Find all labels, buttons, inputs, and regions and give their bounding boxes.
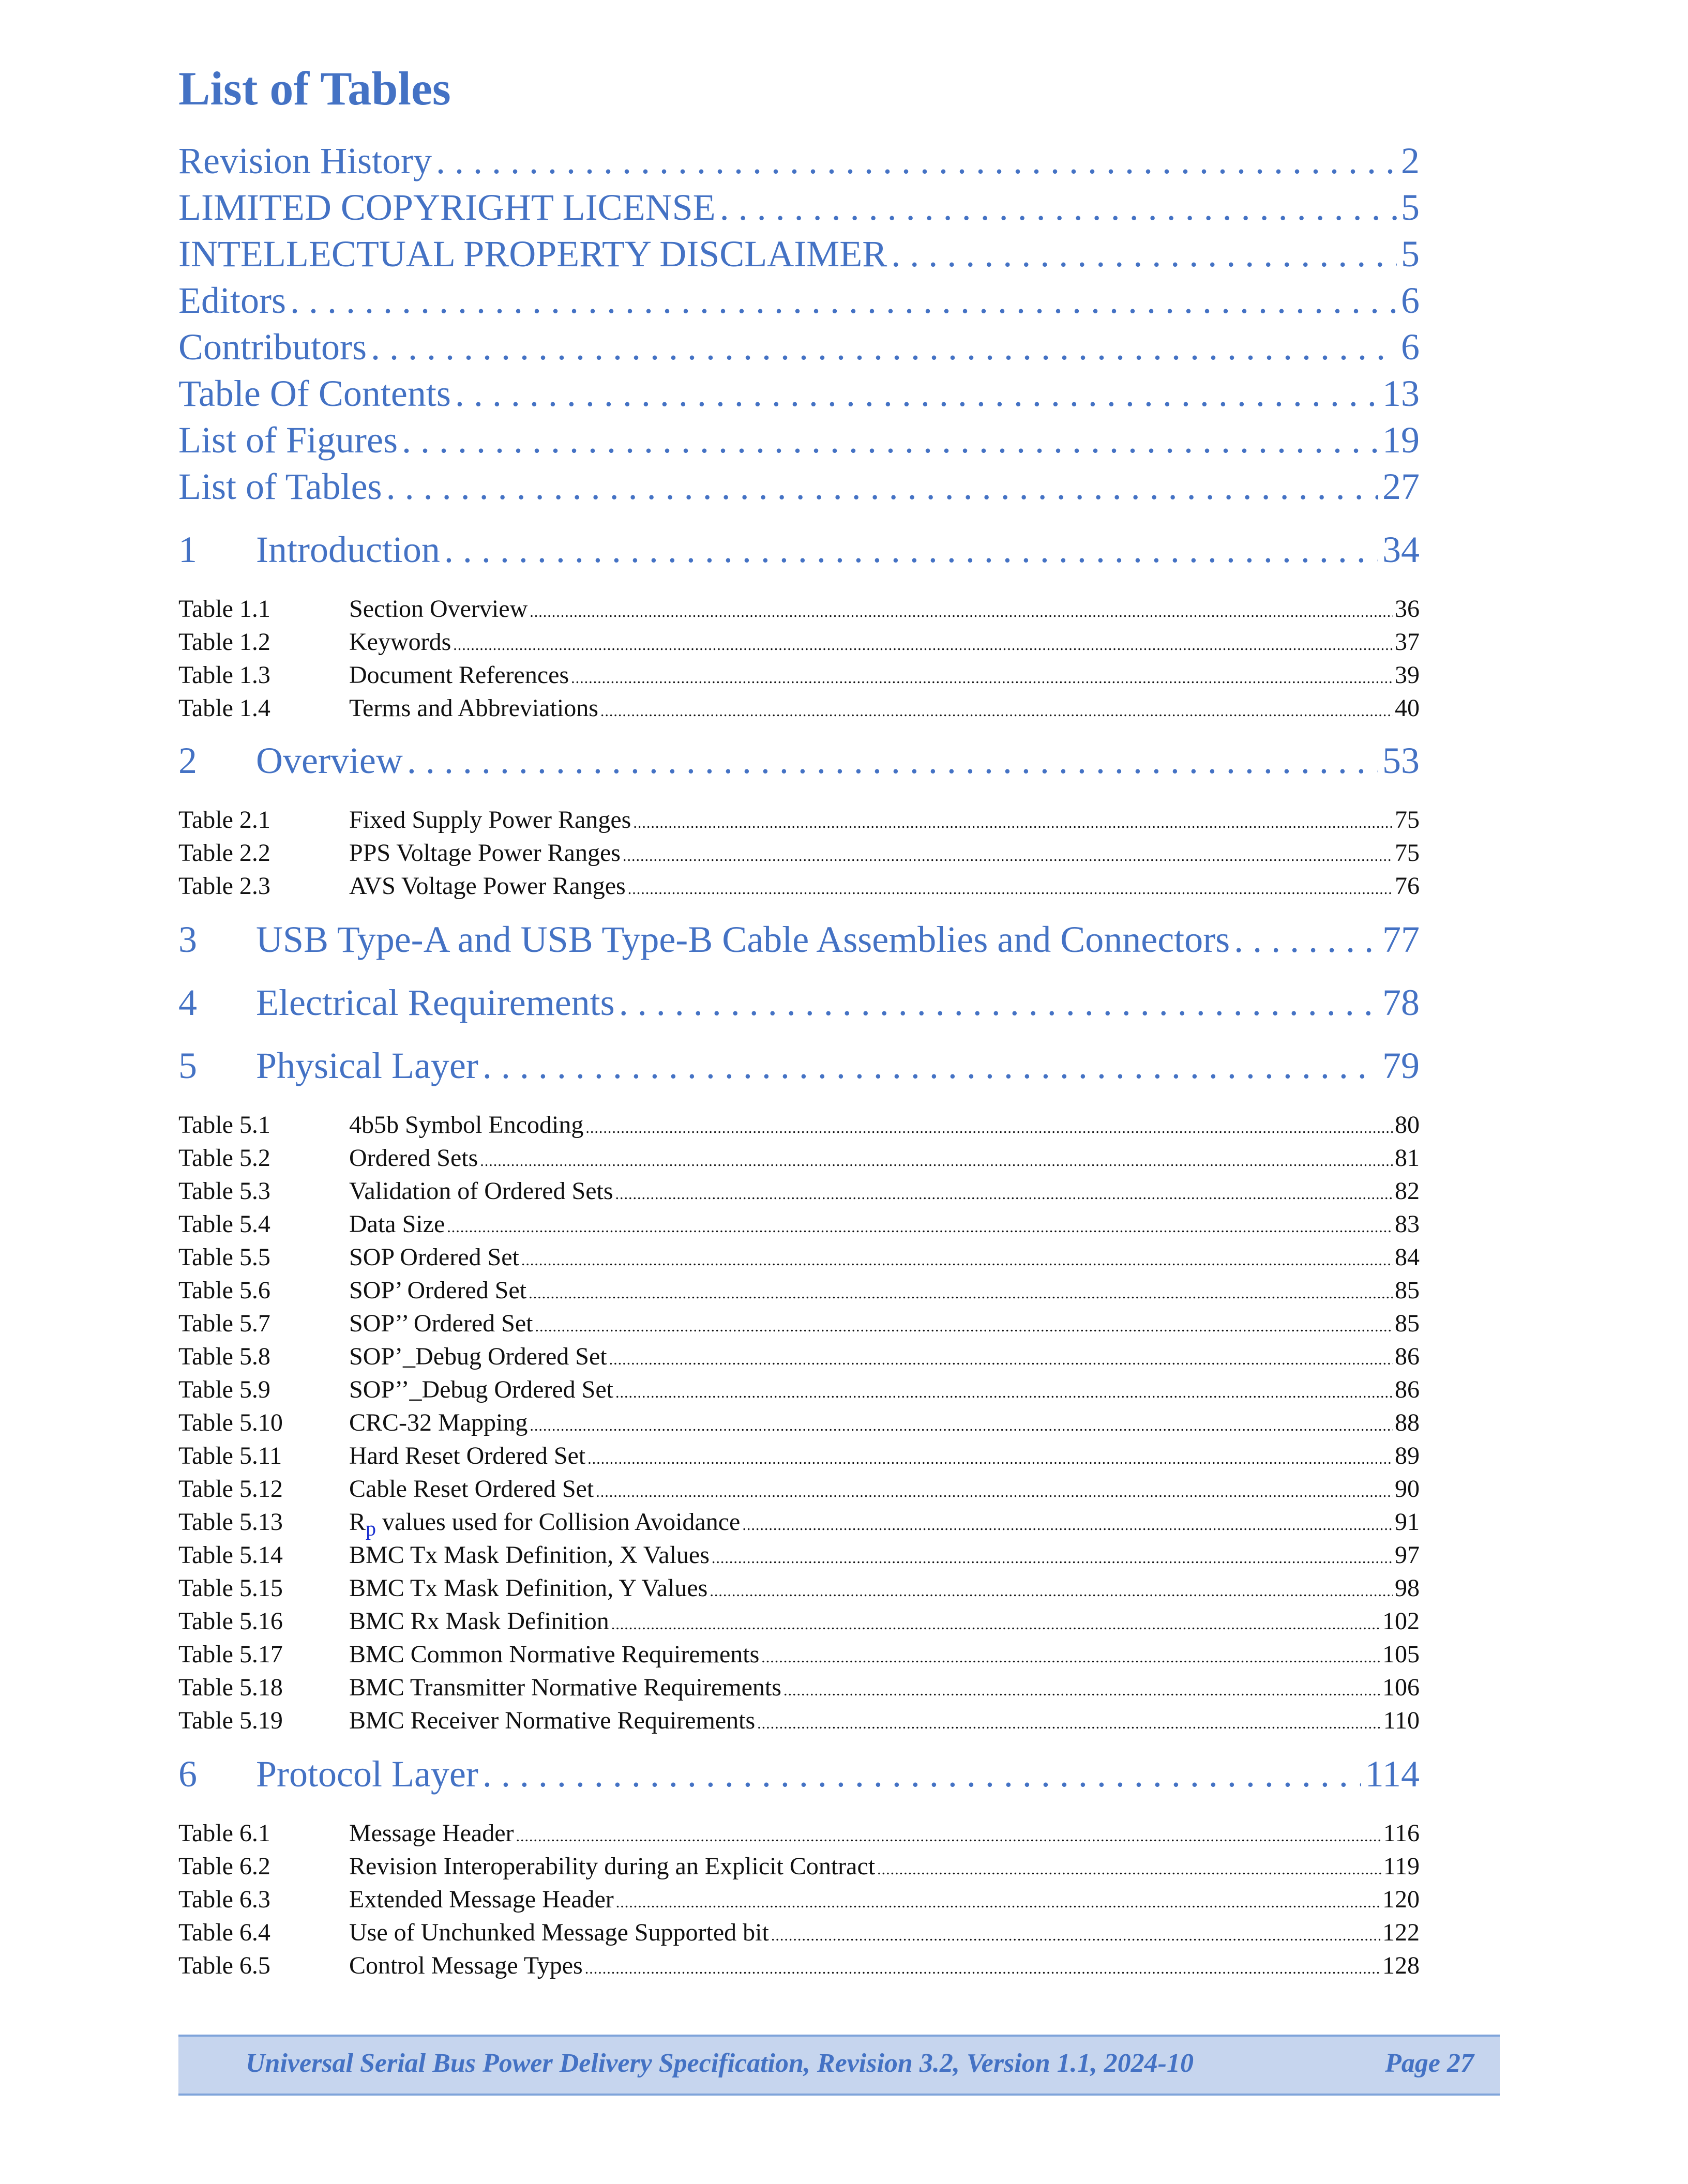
leader-dots xyxy=(623,839,1393,867)
leader-dots xyxy=(877,1852,1381,1880)
leader-dots xyxy=(615,1375,1393,1404)
leader-dots xyxy=(585,1111,1393,1139)
page-footer xyxy=(178,2035,1500,2096)
leader-dots xyxy=(585,1951,1380,1980)
footer-page-number: Page 27 xyxy=(1385,2049,1474,2078)
table-entry[interactable]: Table 2.1 Fixed Supply Power Ranges ..... 75 xyxy=(178,806,1420,839)
leader-dots xyxy=(611,1607,1380,1635)
leader-dots xyxy=(710,1574,1393,1602)
table-entry[interactable]: Table 5.18 BMC Transmitter Normative Requirements ..... 106 xyxy=(178,1673,1420,1706)
leader-dots xyxy=(616,1885,1380,1914)
leader-dots xyxy=(444,528,1378,571)
leader-dots xyxy=(1234,918,1378,961)
toc-link-copyright-license[interactable]: LIMITED COPYRIGHT LICENSE . . . 5 xyxy=(178,186,1420,233)
table-entry[interactable]: Table 6.1 Message Header ..... 116 xyxy=(178,1819,1420,1852)
table-entry[interactable]: Table 5.4 Data Size ..... 83 xyxy=(178,1210,1420,1243)
leader-dots xyxy=(290,279,1397,322)
leader-dots xyxy=(516,1819,1381,1847)
leader-dots xyxy=(771,1918,1380,1947)
leader-dots xyxy=(530,595,1393,623)
leader-dots xyxy=(757,1706,1381,1735)
chapter-heading-5[interactable]: 5 Physical Layer . . . 79 xyxy=(178,1044,1420,1091)
leader-dots xyxy=(521,1243,1393,1271)
table-entry[interactable]: Table 5.6 SOP’ Ordered Set ..... 85 xyxy=(178,1276,1420,1309)
table-entry[interactable]: Table 1.2 Keywords ..... 37 xyxy=(178,628,1420,661)
toc-link-contributors[interactable]: Contributors . . . 6 xyxy=(178,326,1420,372)
chapter-heading-6[interactable]: 6 Protocol Layer . . . 114 xyxy=(178,1753,1420,1799)
table-entry[interactable]: Table 6.2 Revision Interoperability during an Explicit Contract ..... 119 xyxy=(178,1852,1420,1885)
leader-dots xyxy=(628,872,1393,900)
table-entry[interactable]: Table 5.15 BMC Tx Mask Definition, Y Values ..... 98 xyxy=(178,1574,1420,1607)
table-entry[interactable]: Table 5.19 BMC Receiver Normative Requirements ..... 110 xyxy=(178,1706,1420,1739)
leader-dots xyxy=(596,1475,1393,1503)
table-entry[interactable]: Table 5.1 4b5b Symbol Encoding ..... 80 xyxy=(178,1111,1420,1144)
leader-dots xyxy=(483,1044,1378,1087)
table-entry[interactable]: Table 6.5 Control Message Types ..... 128 xyxy=(178,1951,1420,1984)
table-entry[interactable]: Table 2.3 AVS Voltage Power Ranges ..... 76 xyxy=(178,872,1420,905)
table-entry[interactable]: Table 5.12 Cable Reset Ordered Set ..... 90 xyxy=(178,1475,1420,1508)
leader-dots xyxy=(530,1408,1393,1437)
leader-dots xyxy=(480,1144,1393,1172)
leader-dots xyxy=(571,661,1393,689)
table-entry[interactable]: Table 5.14 BMC Tx Mask Definition, X Values ..... 97 xyxy=(178,1541,1420,1574)
leader-dots xyxy=(633,806,1393,834)
table-entry[interactable]: Table 5.11 Hard Reset Ordered Set ..... 89 xyxy=(178,1442,1420,1475)
leader-dots xyxy=(483,1753,1361,1796)
chapter-heading-2[interactable]: 2 Overview . . . 53 xyxy=(178,739,1420,786)
footer-spec-title: Universal Serial Bus Power Delivery Specification, Revision 3.2, Version 1.1, 2024-10 xyxy=(246,2049,1194,2078)
table-entry[interactable]: Table 5.3 Validation of Ordered Sets ..... 82 xyxy=(178,1177,1420,1210)
toc-link-editors[interactable]: Editors . . . 6 xyxy=(178,279,1420,326)
subscript-p: p xyxy=(366,1516,376,1540)
leader-dots xyxy=(891,233,1397,276)
leader-dots xyxy=(720,186,1397,229)
table-entry[interactable]: Table 5.9 SOP’’_Debug Ordered Set ..... 86 xyxy=(178,1375,1420,1408)
leader-dots xyxy=(407,739,1378,782)
leader-dots xyxy=(742,1508,1393,1536)
leader-dots xyxy=(619,981,1378,1024)
table-entry[interactable]: Table 5.8 SOP’_Debug Ordered Set ..... 86 xyxy=(178,1342,1420,1375)
table-entry[interactable]: Table 5.17 BMC Common Normative Requirements ..... 105 xyxy=(178,1640,1420,1673)
leader-dots xyxy=(371,326,1397,369)
table-entry[interactable]: Table 1.3 Document References ..... 39 xyxy=(178,661,1420,694)
leader-dots xyxy=(609,1342,1393,1371)
toc-link-revision-history[interactable]: Revision History . . . 2 xyxy=(178,140,1420,186)
leader-dots xyxy=(447,1210,1393,1238)
table-entry[interactable]: Table 1.1 Section Overview ..... 36 xyxy=(178,595,1420,628)
leader-dots xyxy=(535,1309,1393,1338)
table-entry[interactable]: Table 5.16 BMC Rx Mask Definition ..... 102 xyxy=(178,1607,1420,1640)
leader-dots xyxy=(455,372,1378,415)
leader-dots xyxy=(712,1541,1393,1569)
leader-dots xyxy=(436,140,1397,183)
leader-dots xyxy=(783,1673,1380,1702)
toc-link-list-of-tables[interactable]: List of Tables . . . 27 xyxy=(178,465,1420,512)
table-entry[interactable]: Table 6.3 Extended Message Header ..... 120 xyxy=(178,1885,1420,1918)
leader-dots xyxy=(587,1442,1393,1470)
leader-dots xyxy=(529,1276,1393,1305)
leader-dots xyxy=(761,1640,1380,1669)
table-entry[interactable]: Table 5.7 SOP’’ Ordered Set ..... 85 xyxy=(178,1309,1420,1342)
table-entry[interactable]: Table 5.5 SOP Ordered Set ..... 84 xyxy=(178,1243,1420,1276)
toc-link-table-of-contents[interactable]: Table Of Contents . . . 13 xyxy=(178,372,1420,419)
table-entry[interactable]: Table 5.10 CRC-32 Mapping ..... 88 xyxy=(178,1408,1420,1442)
leader-dots xyxy=(453,628,1393,656)
chapter-heading-3[interactable]: 3 USB Type-A and USB Type-B Cable Assemblies and Connectors . . . 77 xyxy=(178,918,1420,965)
table-entry[interactable]: Table 5.2 Ordered Sets ..... 81 xyxy=(178,1144,1420,1177)
chapter-heading-1[interactable]: 1 Introduction . . . 34 xyxy=(178,528,1420,575)
toc-link-ip-disclaimer[interactable]: INTELLECTUAL PROPERTY DISCLAIMER . . . 5 xyxy=(178,233,1420,279)
leader-dots xyxy=(615,1177,1393,1205)
leader-dots xyxy=(402,419,1378,462)
chapter-heading-4[interactable]: 4 Electrical Requirements . . . 78 xyxy=(178,981,1420,1028)
table-entry[interactable]: Table 2.2 PPS Voltage Power Ranges ..... 75 xyxy=(178,839,1420,872)
leader-dots xyxy=(600,694,1393,722)
table-entry[interactable]: Table 1.4 Terms and Abbreviations ..... 40 xyxy=(178,694,1420,727)
table-entry[interactable]: Table 6.4 Use of Unchunked Message Supported bit ..... 122 xyxy=(178,1918,1420,1951)
table-entry[interactable]: Table 5.13 $R_p$ values used for Collision Avoidance ..... 91 xyxy=(178,1508,1420,1541)
leader-dots xyxy=(386,465,1378,508)
toc-link-list-of-figures[interactable]: List of Figures . . . 19 xyxy=(178,419,1420,465)
page-title: List of Tables xyxy=(178,62,451,115)
